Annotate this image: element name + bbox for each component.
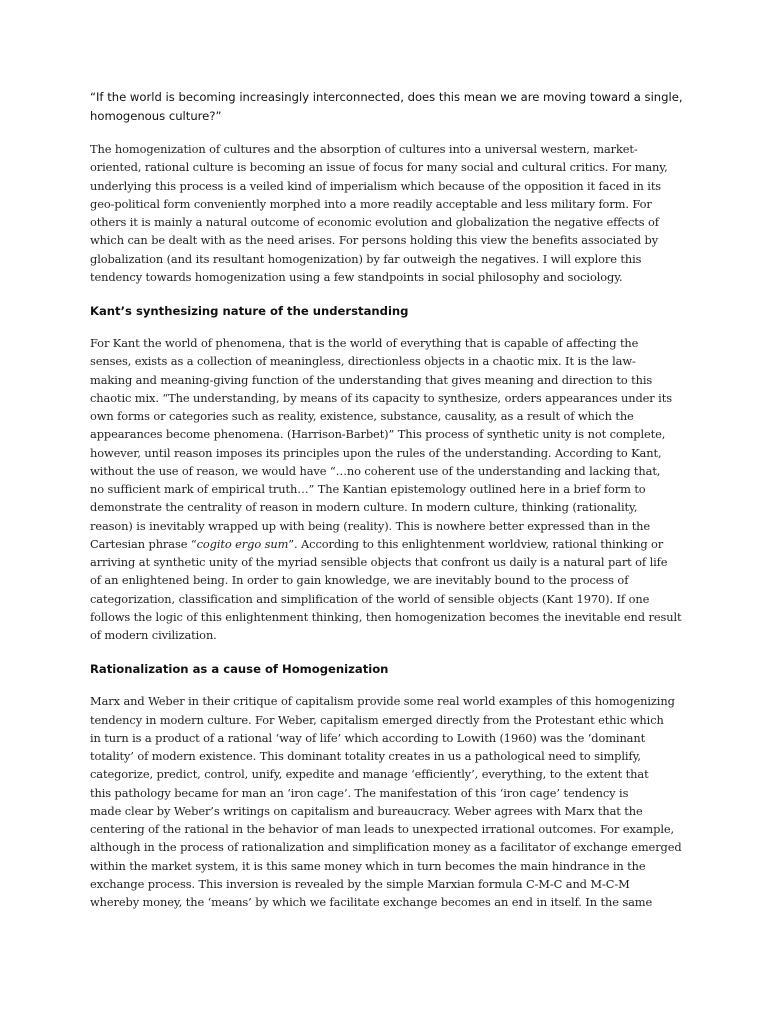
text-line: tendency towards homogenization using a few standpoints in social philosophy and sociology. (90, 269, 623, 284)
text-line: whereby money, the ‘means’ by which we facilitate exchange becomes an end in itself. In the same (90, 895, 653, 909)
text-line: chaotic mix. “The understanding, by means of its capacity to synthesize, orders appearances under its (90, 390, 672, 405)
essay-question (90, 88, 688, 125)
text-line: no sufficient mark of empirical truth…” The Kantian epistemology outlined here in a brief form to (90, 482, 646, 496)
text-fragment: ”. According to this enlightenment worldview, rational thinking or (288, 536, 664, 551)
text-line: centering of the rational in the behavior of man leads to unexpected irrational outcomes. For example, (90, 822, 675, 836)
text-line: underlying this process is a veiled kind of imperialism which because of the opposition it faced in its (90, 178, 662, 193)
text-line: however, until reason imposes its principles upon the rules of the understanding. According to Kant, (90, 445, 662, 460)
text-line: although in the process of rationalization and simplification money as a facilitator of exchange emerged (90, 840, 682, 855)
text-line: making and meaning-giving function of the understanding that gives meaning and direction to this (90, 372, 653, 387)
document-page (90, 88, 688, 927)
section-heading-kant: Kant’s synthesizing nature of the understanding (90, 304, 409, 318)
text-line: The homogenization of cultures and the absorption of cultures into a universal western, market- (90, 142, 638, 156)
text-line: made clear by Weber’s writings on capitalism and bureaucracy. Weber agrees with Marx that the (90, 803, 643, 818)
text-line: totality’ of modern existence. This dominant totality creates in us a pathological need to simplify, (90, 749, 641, 763)
question-line: homogenous culture?” (90, 108, 222, 123)
text-line: follows the logic of this enlightenment thinking, then homogenization becomes the inevitable end result (90, 609, 682, 624)
text-line: appearances become phenomena. (Harrison-Barbet)” This process of synthetic unity is not complete, (90, 427, 666, 442)
text-line: reason) is inevitably wrapped up with being (reality). This is nowhere better expressed than in the (90, 518, 651, 533)
latin-phrase: cogito ergo sum (196, 536, 289, 551)
text-line: tendency in modern culture. For Weber, capitalism emerged directly from the Protestant ethic which (90, 712, 664, 727)
text-line: senses, exists as a collection of meaningless, directionless objects in a chaotic mix. It is the law- (90, 354, 636, 369)
text-line: Marx and Weber in their critique of capitalism provide some real world examples of this homogenizing (90, 694, 675, 709)
text-line: geo-political form conveniently morphed into a more readily acceptable and less military form. For (90, 196, 652, 211)
text-line: categorization, classification and simplification of the world of sensible objects (Kant 1970). If one (90, 591, 650, 606)
text-line: exchange process. This inversion is revealed by the simple Marxian formula C-M-C and M-C-M (90, 876, 630, 891)
text-line: this pathology became for man an ‘iron cage’. The manifestation of this ‘iron cage’ tendency is (90, 785, 629, 800)
kant-paragraph (90, 334, 688, 644)
text-line: demonstrate the centrality of reason in modern culture. In modern culture, thinking (rationality, (90, 500, 638, 515)
text-line: arriving at synthetic unity of the myriad sensible objects that confront us daily is a natural part of life (90, 555, 668, 569)
section-heading-rationalization: Rationalization as a cause of Homogenization (90, 662, 389, 677)
text-fragment: Cartesian phrase “ (90, 536, 197, 551)
text-line: in turn is a product of a rational ‘way of life’ which according to Lowith (1960) was the ‘dominant (90, 730, 646, 745)
text-line: For Kant the world of phenomena, that is the world of everything that is capable of affecting the (90, 336, 639, 350)
question-line: “If the world is becoming increasingly interconnected, does this mean we are moving toward a single, (90, 90, 683, 104)
marx-weber-paragraph (90, 692, 688, 911)
text-line: oriented, rational culture is becoming an issue of focus for many social and cultural critics. For many, (90, 160, 668, 175)
text-line: globalization (and its resultant homogenization) by far outweigh the negatives. I will explore this (90, 251, 642, 266)
text-line: of an enlightened being. In order to gain knowledge, we are inevitably bound to the process of (90, 573, 629, 588)
text-line: own forms or categories such as reality, existence, substance, causality, as a result of which the (90, 409, 634, 423)
intro-paragraph (90, 140, 688, 286)
text-line: categorize, predict, control, unify, expedite and manage ‘efficiently’, everything, to the extent that (90, 767, 649, 782)
text-line: others it is mainly a natural outcome of economic evolution and globalization the negative effects of (90, 215, 659, 229)
text-line (90, 535, 688, 553)
text-line: without the use of reason, we would have “…no coherent use of the understanding and lacking that, (90, 463, 661, 478)
text-line: within the market system, it is this same money which in turn becomes the main hindrance in the (90, 858, 646, 873)
text-line: which can be dealt with as the need arises. For persons holding this view the benefits associated by (90, 233, 659, 248)
text-line: of modern civilization. (90, 628, 217, 642)
